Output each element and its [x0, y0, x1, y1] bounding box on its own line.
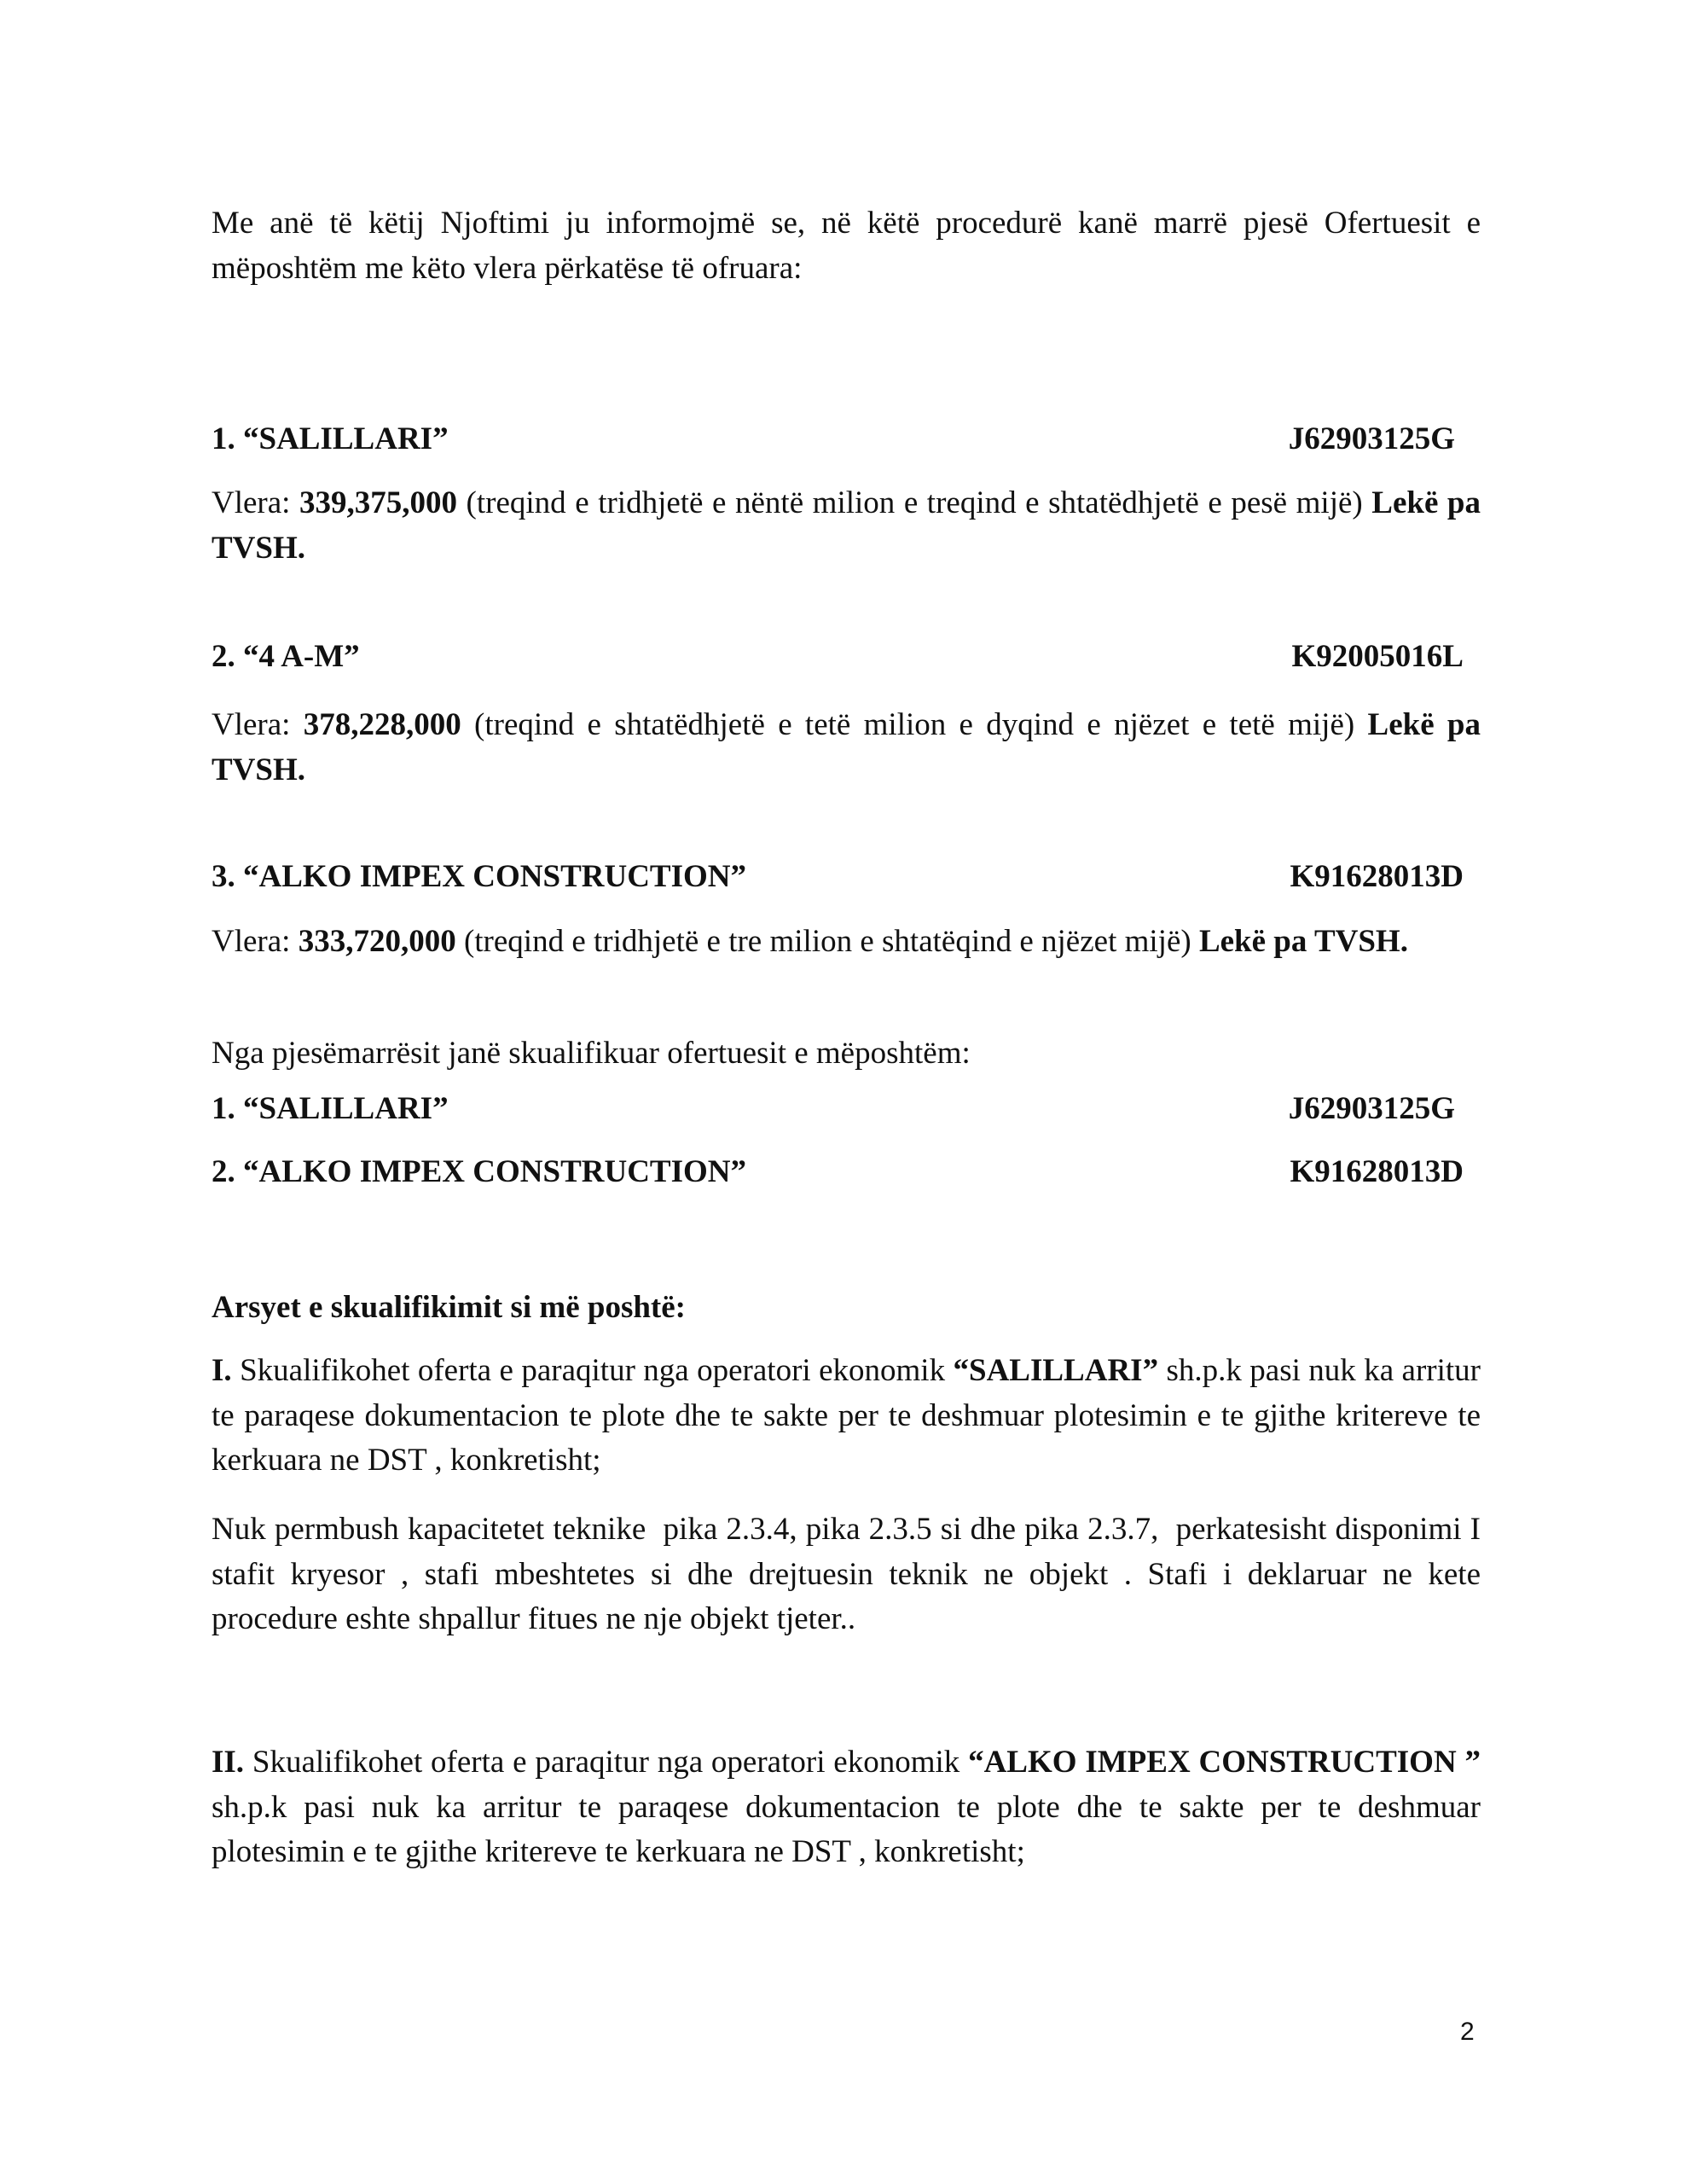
bidder-1-heading: [212, 417, 1481, 462]
reason-text: Skualifikohet oferta e paraqitur nga operatori ekonomik: [231, 1353, 954, 1388]
value-currency: Lekë pa TVSH.: [212, 707, 1481, 787]
bidder-id: K92005016L: [1291, 639, 1464, 674]
value-amount: 339,375,000: [299, 485, 457, 520]
value-amount: 333,720,000: [298, 924, 456, 959]
bidder-name: 2. “ALKO IMPEX CONSTRUCTION”: [212, 1154, 746, 1189]
reason-text: Skualifikohet oferta e paraqitur nga operatori ekonomik: [244, 1745, 969, 1780]
reason-company: “SALILLARI”: [953, 1353, 1159, 1388]
bidder-3-heading: [212, 855, 1481, 899]
disqualified-intro: Nga pjesëmarrësit janë skualifikuar ofertuesit e mëposhtëm:: [212, 1036, 971, 1071]
value-words: (treqind e shtatëdhjetë e tetë milion e dyqind e njëzet e tetë mijë): [461, 707, 1368, 742]
intro-paragraph: Me anë të këtij Njoftimi ju informojmë se, në këtë procedurë kanë marrë pjesë Ofertuesit e mëposhtëm me këto vlera përkatëse të ofruara:: [212, 206, 1481, 286]
reason-text: sh.p.k pasi nuk ka arritur te paraqese dokumentacion te plote dhe te sakte per te deshmuar plotesimin e te gjithe kritereve te kerkuara ne DST , konkretisht;: [212, 1353, 1481, 1478]
bidder-2-value: [212, 703, 1481, 793]
value-label: Vlera:: [212, 707, 304, 742]
reason-1-paragraph: [212, 1349, 1481, 1484]
value-currency: Lekë pa TVSH.: [1198, 924, 1408, 959]
bidder-name: 3. “ALKO IMPEX CONSTRUCTION”: [212, 859, 746, 894]
value-words: (treqind e tridhjetë e nëntë milion e treqind e shtatëdhjetë e pesë mijë): [457, 485, 1372, 520]
bidder-name: 1. “SALILLARI”: [212, 1091, 449, 1126]
reason-numeral: I.: [212, 1353, 232, 1388]
reason-2-paragraph: [212, 1740, 1481, 1875]
bidder-id: J62903125G: [1288, 421, 1455, 456]
disqualified-1: [212, 1087, 1481, 1131]
bidder-3-value: [212, 920, 1481, 965]
reason-1-detail: Nuk permbush kapacitetet teknike pika 2.3.4, pika 2.3.5 si dhe pika 2.3.7, perkatesisht disponimi I stafit kryesor , stafi mbeshtetes si dhe drejtuesin teknik ne objekt . Stafi i deklaruar ne kete procedure eshte shpallur fitues ne nje objekt tjeter..: [212, 1512, 1489, 1636]
page-number: 2: [1460, 2018, 1475, 2046]
bidder-id: J62903125G: [1288, 1091, 1455, 1126]
reasons-heading: Arsyet e skualifikimit si më poshtë:: [212, 1290, 686, 1325]
value-label: Vlera:: [212, 485, 299, 520]
bidder-1-value: [212, 481, 1481, 571]
bidder-2-heading: [212, 635, 1481, 679]
reason-numeral: II.: [212, 1745, 245, 1780]
value-amount: 378,228,000: [303, 707, 461, 742]
bidder-id: K91628013D: [1290, 1154, 1464, 1189]
reason-company: “ALKO IMPEX CONSTRUCTION ”: [968, 1745, 1481, 1780]
bidder-id: K91628013D: [1290, 859, 1464, 894]
disqualified-2: [212, 1150, 1481, 1194]
bidder-name: 1. “SALILLARI”: [212, 421, 449, 456]
reason-text: sh.p.k pasi nuk ka arritur te paraqese dokumentacion te plote dhe te sakte per te deshmuar plotesimin e te gjithe kritereve te kerkuara ne DST , konkretisht;: [212, 1789, 1481, 1869]
value-label: Vlera:: [212, 924, 299, 959]
value-currency: Lekë pa TVSH.: [212, 485, 1481, 566]
bidder-name: 2. “4 A-M”: [212, 639, 360, 674]
value-words: (treqind e tridhjetë e tre milion e shtatëqind e njëzet mijë): [455, 924, 1199, 959]
